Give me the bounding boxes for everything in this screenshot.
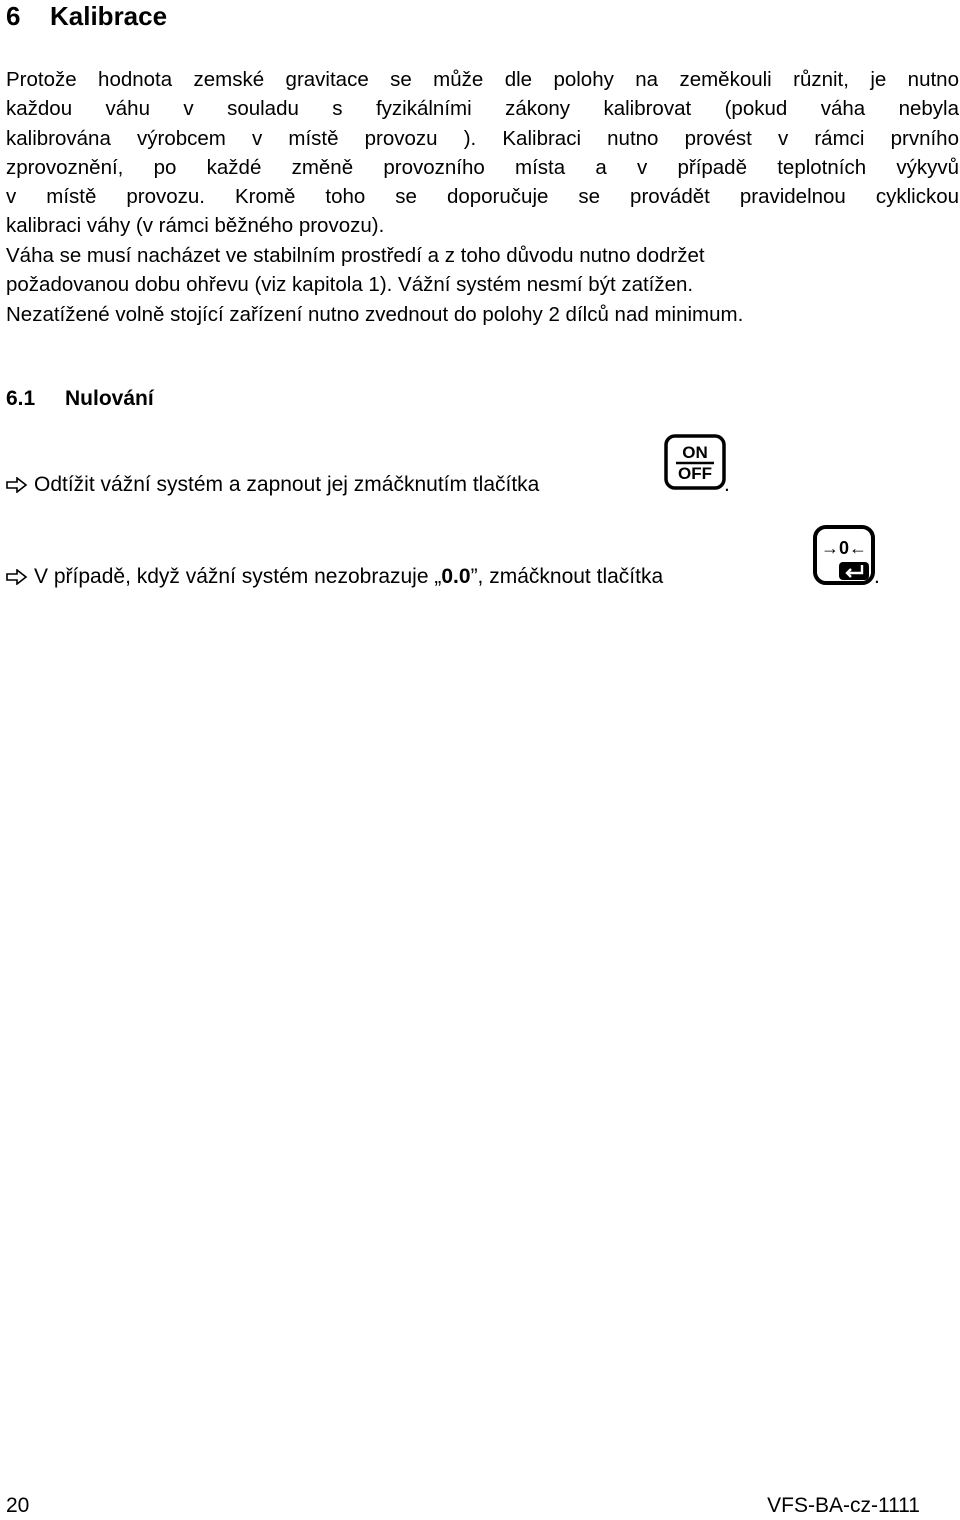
step-suffix: . <box>874 565 880 588</box>
paragraph-line: zprovoznění, po každé změně provozního místa a v případě teplotních výkyvů <box>6 155 959 179</box>
paragraph-line: Protože hodnota zemské gravitace se může dle polohy na zeměkouli různit, je nutno <box>6 68 959 91</box>
step-text: Odtížit vážní systém a zapnout jej zmáčknutím tlačítka <box>34 473 540 496</box>
step-tare-zero <box>6 562 663 592</box>
section-heading <box>6 384 154 414</box>
hollow-arrow-icon <box>6 477 34 493</box>
key-label-off: OFF <box>678 464 712 483</box>
chapter-number: 6 <box>6 1 21 31</box>
step-unload-and-power-on <box>6 470 539 500</box>
intro-paragraph <box>6 65 959 241</box>
section-title: Nulování <box>65 387 154 410</box>
chapter-heading <box>6 0 167 32</box>
display-value: 0.0 <box>441 565 471 588</box>
key-label-zero: →0← <box>820 538 868 558</box>
step-suffix: . <box>724 473 730 496</box>
paragraph-line: v místě provozu. Kromě toho se doporučuje se provádět pravidelnou cyklickou <box>6 185 959 209</box>
paragraph-line: kalibraci váhy (v rámci běžného provozu). <box>6 214 385 238</box>
step-text-before: V případě, když vážní systém nezobrazuje „ <box>34 565 442 588</box>
stability-paragraph <box>6 241 959 329</box>
paragraph-line: každou váhu v souladu s fyzikálními zákony kalibrovat (pokud váha nebyla <box>6 97 959 121</box>
paragraph-line: Váha se musí nacházet ve stabilním prostředí a z toho důvodu nutno dodržet <box>6 244 705 267</box>
zero-enter-key-icon <box>812 524 878 593</box>
paragraph-line: požadovanou dobu ohřevu (viz kapitola 1). Vážní systém nesmí být zatížen. <box>6 273 694 297</box>
paragraph-line: kalibrována výrobcem v místě provozu ). Kalibraci nutno provést v rámci prvního <box>6 126 959 150</box>
step-text-after: ”, zmáčknout tlačítka <box>470 565 664 588</box>
hollow-arrow-icon <box>6 569 34 585</box>
section-number: 6.1 <box>6 387 36 410</box>
paragraph-line: Nezatížené volně stojící zařízení nutno zvednout do polohy 2 dílců nad minimum. <box>6 302 744 326</box>
page-number: 20 <box>6 1494 30 1517</box>
on-off-key-icon <box>664 434 728 497</box>
key-label-on: ON <box>682 443 708 462</box>
document-code: VFS-BA-cz-1111 <box>767 1494 920 1517</box>
chapter-title: Kalibrace <box>50 1 168 31</box>
